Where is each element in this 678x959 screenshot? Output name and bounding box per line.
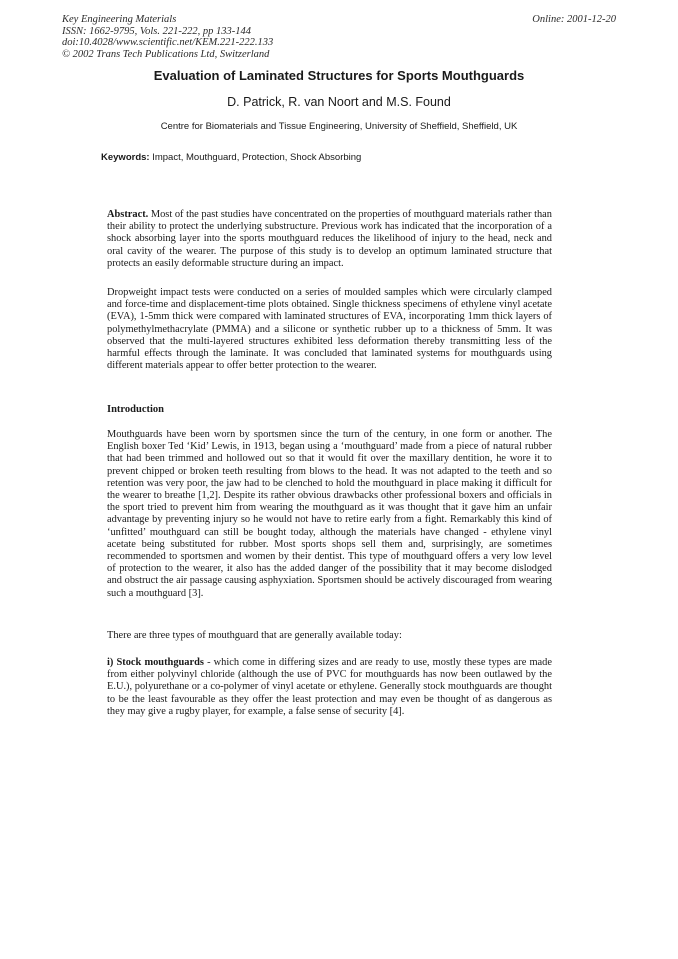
affiliation: Centre for Biomaterials and Tissue Engineering, University of Sheffield, Sheffield, UK [160, 121, 518, 132]
introduction-paragraph-1: Mouthguards have been worn by sportsmen since the turn of the century, in one form or another. The English boxer Ted ‘Kid’ Lewis, in 1913, began using a ‘mouthguard’ made from a piece of natural rubber that had been trimmed and hollowed out so that it would fit over the maxillary dentition, he wore it to prevent chipped or broken teeth resulting from blows to the head. It was not adapted to the teeth and so retention was very poor, the jaw had to be clenched to hold the mouthguard in place making it difficult for the wearer to breathe [1,2]. Despite its rather obvious drawbacks other professional boxers and officials in the sport tried to prevent him from wearing the mouthguard as it was thought that it gave him an unfair advantage by preventing injury so he would not have to retire early from a fight. Remarkably this kind of ‘unfitted’ mouthguard can still be bought today, although the materials have changed - ethylene vinyl acetate being substituted for rubber. Most sports shops sell them and, surprisingly, are sometimes recommended to sportsmen and women by their dentist. This type of mouthguard offers a very low level of protection to the wearer, it also has the added danger of the possibility that it may become dislodged and obstruct the air passage causing asphyxiation. Sportsmen should be actively discouraged from wearing such a mouthguard [3]. [107, 429, 552, 599]
keywords-label: Keywords: [101, 152, 150, 163]
journal-header [62, 14, 273, 60]
abstract-label: Abstract. [107, 209, 149, 220]
stock-mouthguards-label: i) Stock mouthguards [107, 657, 204, 668]
stock-mouthguards-text: - which come in differing sizes and are ready to use, mostly these types are made from either polyvinyl chloride (although the use of PVC for mouthguards has now been outlawed by the E.U.), polyurethane or a co-polymer of vinyl acetate or ethylene. Generally stock mouthguards are thought to be the least favourable as they offer the least protection and may even be thought of as dangerous as they may give a rugby player, for example, a false sense of security [4]. [107, 657, 552, 717]
introduction-heading: Introduction [107, 404, 164, 415]
keywords-list: Impact, Mouthguard, Protection, Shock Absorbing [152, 152, 362, 163]
authors: D. Patrick, R. van Noort and M.S. Found [227, 95, 451, 109]
journal-name: Key Engineering Materials [62, 14, 177, 25]
abstract-paragraph-2: Dropweight impact tests were conducted on a series of moulded samples which were circularly clamped and force-time and displacement-time plots obtained. Single thickness specimens of ethylene vinyl acetate (EVA), 1-5mm thick were compared with laminated structures of EVA, incorporating 1mm thick layers of polymethylmethacrylate (PMMA) and a silicone or synthetic rubber up to a thickness of 5mm. It was observed that the multi-layered structures exhibited less deformation thereby transmitting less of the harmful effects through the laminate. It was concluded that laminated systems for mouthguards using different materials appear to offer better protection to the wearer. [107, 287, 552, 372]
paper-title: Evaluation of Laminated Structures for Sports Mouthguards [153, 68, 525, 83]
issn-line: ISSN: 1662-9795, Vols. 221-222, pp 133-144 [62, 25, 251, 37]
online-date: Online: 2001-12-20 [532, 14, 616, 25]
copyright-line: © 2002 Trans Tech Publications Ltd, Switzerland [62, 48, 270, 60]
introduction-paragraph-2: There are three types of mouthguard that are generally available today: [107, 630, 402, 641]
introduction-paragraph-3 [107, 657, 552, 718]
abstract-text-1: Most of the past studies have concentrated on the properties of mouthguard materials rather than their ability to protect the underlying substructure. Previous work has indicated that the incorporation of a shock absorbing layer into the sports mouthguard reduces the likelihood of injury to the head, neck and oral cavity of the wearer. The purpose of this study is to develop an optimum laminated structure that protects an easily deformable structure during an impact. [107, 209, 552, 269]
doi-line: doi:10.4028/www.scientific.net/KEM.221-222.133 [62, 37, 274, 49]
abstract-paragraph-1 [107, 209, 552, 270]
keywords [101, 152, 361, 163]
